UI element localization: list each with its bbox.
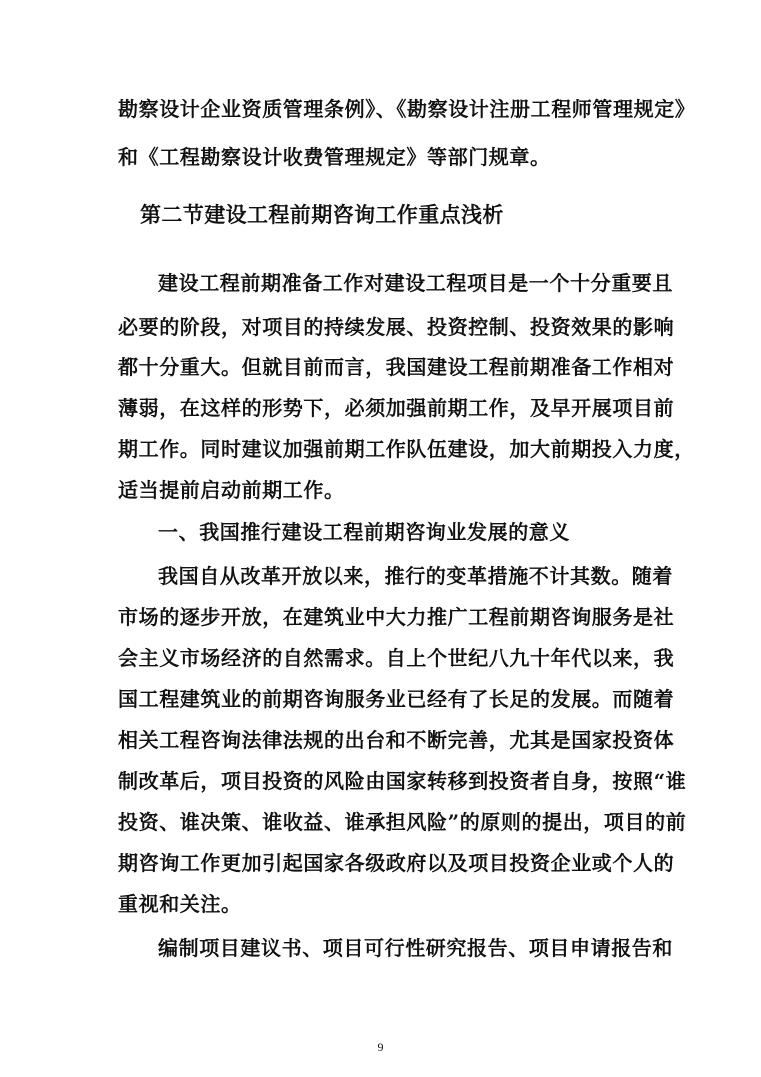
text-line: 薄弱，在这样的形势下，必须加强前期工作，及早开展项目前 bbox=[118, 396, 675, 420]
text-line: 期工作。同时建议加强前期工作队伍建设，加大前期投入力度， bbox=[118, 437, 695, 461]
text-line: 勘察设计企业资质管理条例》、《勘察设计注册工程师管理规定》 bbox=[118, 97, 696, 121]
page-number: 9 bbox=[377, 1040, 384, 1054]
section-heading: 第二节建设工程前期咨询工作重点浅析 bbox=[140, 202, 504, 227]
text-line: 国工程建筑业的前期咨询服务业已经有了长足的发展。而随着 bbox=[118, 687, 675, 711]
text-line: 会主义市场经济的自然需求。自上个世纪八九十年代以来，我 bbox=[118, 646, 675, 670]
text-line: 适当提前启动前期工作。 bbox=[118, 478, 345, 502]
text-line: 和《工程勘察设计收费管理规定》等部门规章。 bbox=[118, 145, 551, 169]
text-line: 必要的阶段，对项目的持续发展、投资控制、投资效果的影响 bbox=[118, 315, 675, 339]
text-line: 期咨询工作更加引起国家各级政府以及项目投资企业或个人的 bbox=[118, 851, 675, 875]
text-line: 相关工程咨询法律法规的出台和不断完善，尤其是国家投资体 bbox=[118, 728, 675, 752]
text-line: 重视和关注。 bbox=[118, 892, 242, 916]
text-line: 制改革后，项目投资的风险由国家转移到投资者自身，按照“谁 bbox=[118, 769, 687, 793]
text-line: 建设工程前期准备工作对建设工程项目是一个十分重要且 bbox=[158, 271, 673, 295]
text-line: 市场的逐步开放，在建筑业中大力推广工程前期咨询服务是社 bbox=[118, 605, 675, 629]
subheading: 一、我国推行建设工程前期咨询业发展的意义 bbox=[158, 520, 570, 544]
text-line: 投资、谁决策、谁收益、谁承担风险”的原则的提出，项目的前 bbox=[118, 810, 687, 834]
text-line: 编制项目建议书、项目可行性研究报告、项目申请报告和 bbox=[158, 936, 673, 960]
text-line: 都十分重大。但就目前而言，我国建设工程前期准备工作相对 bbox=[118, 355, 675, 379]
text-line: 我国自从改革开放以来，推行的变革措施不计其数。随着 bbox=[158, 564, 673, 588]
